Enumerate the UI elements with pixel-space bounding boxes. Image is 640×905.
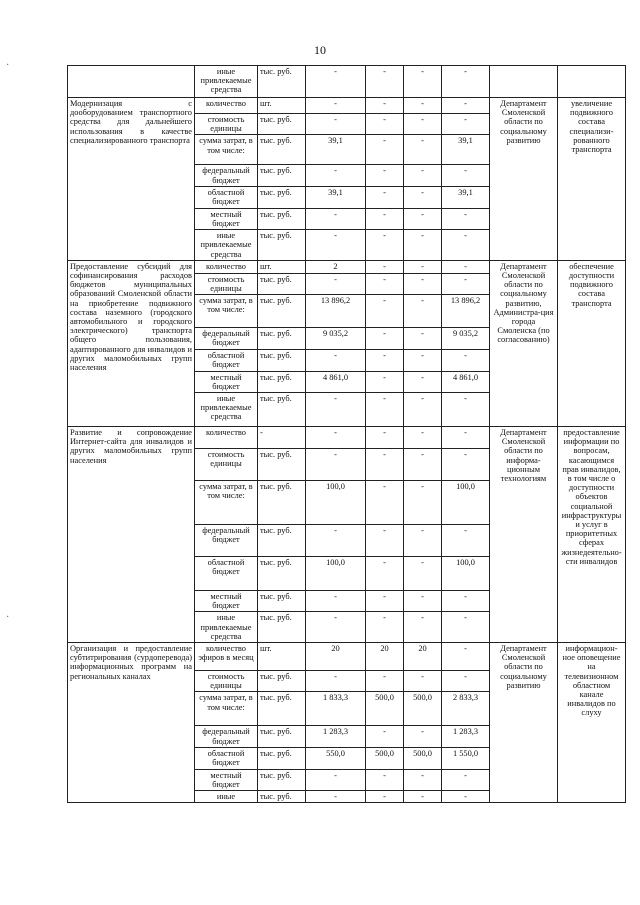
unit-cell: тыс. руб. (258, 449, 306, 481)
table-body (68, 66, 626, 803)
value-total-cell: 4 861,0 (442, 371, 490, 392)
value-year-1-cell: - (306, 350, 366, 371)
executor-cell: Департамент Смоленской области по социальному развитию, Администра-ция города Смоленска (по согласованию) (490, 260, 558, 426)
value-total-cell: - (442, 114, 490, 135)
executor-cell: Департамент Смоленской области по социальному развитию (490, 643, 558, 803)
value-total-cell: - (442, 98, 490, 114)
unit-cell: тыс. руб. (258, 295, 306, 328)
value-total-cell: - (442, 643, 490, 671)
value-year-3-cell: - (404, 186, 442, 208)
value-year-1-cell: - (306, 114, 366, 135)
value-year-1-cell: - (306, 208, 366, 229)
value-year-3-cell: 500,0 (404, 692, 442, 726)
value-year-3-cell: - (404, 273, 442, 294)
unit-cell: тыс. руб. (258, 481, 306, 525)
value-year-3-cell: - (404, 449, 442, 481)
unit-cell: тыс. руб. (258, 230, 306, 261)
value-year-3-cell: - (404, 114, 442, 135)
value-year-1-cell: - (306, 393, 366, 427)
indicator-cell: иные привлекаемые средства (195, 393, 258, 427)
executor-cell (490, 66, 558, 98)
value-year-2-cell: 500,0 (366, 747, 404, 769)
value-year-2-cell: 20 (366, 643, 404, 671)
indicator-cell: стоимость единицы (195, 449, 258, 481)
unit-cell: тыс. руб. (258, 350, 306, 371)
indicator-cell: местный бюджет (195, 591, 258, 612)
unit-cell: тыс. руб. (258, 791, 306, 803)
unit-cell: шт. (258, 98, 306, 114)
indicator-cell: сумма затрат, в том числе: (195, 295, 258, 328)
value-year-3-cell: - (404, 66, 442, 98)
value-year-3-cell: - (404, 350, 442, 371)
value-total-cell: - (442, 165, 490, 186)
value-year-2-cell: - (366, 726, 404, 747)
indicator-cell: федеральный бюджет (195, 328, 258, 350)
value-year-1-cell: - (306, 66, 366, 98)
unit-cell: тыс. руб. (258, 612, 306, 643)
page-number: 10 (314, 43, 326, 57)
value-total-cell: - (442, 393, 490, 427)
value-year-1-cell: 100,0 (306, 481, 366, 525)
indicator-cell: количество эфиров в месяц (195, 643, 258, 671)
value-year-2-cell: - (366, 186, 404, 208)
value-year-2-cell: - (366, 165, 404, 186)
value-year-3-cell: - (404, 591, 442, 612)
value-total-cell: - (442, 525, 490, 557)
unit-cell: шт. (258, 260, 306, 273)
value-year-2-cell: - (366, 557, 404, 591)
value-total-cell: - (442, 591, 490, 612)
unit-cell: тыс. руб. (258, 671, 306, 692)
value-year-2-cell: - (366, 273, 404, 294)
result-cell: предоставление информации по вопросам, касающимся прав инвалидов, в том числе о доступности объектов социальной инфраструктуры и услуг в приоритетных сферах жизнедеятельно-сти инвалидов (558, 427, 626, 643)
table-row (68, 98, 626, 114)
value-year-3-cell: - (404, 671, 442, 692)
value-year-2-cell: 500,0 (366, 692, 404, 726)
unit-cell: тыс. руб. (258, 557, 306, 591)
indicator-cell: областной бюджет (195, 747, 258, 769)
value-year-1-cell: - (306, 427, 366, 449)
executor-cell: Департамент Смоленской области по социальному развитию (490, 98, 558, 261)
value-year-1-cell: 9 035,2 (306, 328, 366, 350)
value-year-1-cell: - (306, 671, 366, 692)
value-year-1-cell: - (306, 273, 366, 294)
value-year-1-cell: 1 283,3 (306, 726, 366, 747)
value-year-2-cell: - (366, 791, 404, 803)
indicator-cell: количество (195, 260, 258, 273)
activity-cell: Модернизация с дооборудованием транспортного средства для дальнейшего использования в качестве специализированного транспорта (68, 98, 195, 261)
value-year-3-cell: - (404, 612, 442, 643)
value-year-1-cell: 1 833,3 (306, 692, 366, 726)
value-year-2-cell: - (366, 525, 404, 557)
value-total-cell: - (442, 427, 490, 449)
value-year-3-cell: - (404, 393, 442, 427)
value-total-cell: - (442, 791, 490, 803)
value-year-1-cell: 20 (306, 643, 366, 671)
value-year-1-cell: - (306, 591, 366, 612)
value-year-3-cell: - (404, 165, 442, 186)
value-year-2-cell: - (366, 612, 404, 643)
value-year-1-cell: 39,1 (306, 186, 366, 208)
unit-cell: тыс. руб. (258, 371, 306, 392)
result-cell: увеличение подвижного состава специализи-рованного транспорта (558, 98, 626, 261)
value-total-cell: 100,0 (442, 481, 490, 525)
table-row (68, 66, 626, 98)
table-row (68, 643, 626, 671)
value-year-2-cell: - (366, 427, 404, 449)
value-year-2-cell: - (366, 114, 404, 135)
executor-cell: Департамент Смоленской области по информа-ционным технологиям (490, 427, 558, 643)
value-year-3-cell: - (404, 328, 442, 350)
value-year-2-cell: - (366, 591, 404, 612)
value-total-cell: - (442, 612, 490, 643)
unit-cell: тыс. руб. (258, 747, 306, 769)
table-row (68, 260, 626, 273)
unit-cell: тыс. руб. (258, 114, 306, 135)
indicator-cell: федеральный бюджет (195, 726, 258, 747)
indicator-cell: местный бюджет (195, 769, 258, 790)
value-total-cell: - (442, 671, 490, 692)
value-year-3-cell: - (404, 260, 442, 273)
scan-mark: · (6, 612, 10, 623)
value-total-cell: - (442, 230, 490, 261)
indicator-cell: иные привлекаемые средства (195, 612, 258, 643)
value-year-3-cell: - (404, 295, 442, 328)
value-year-2-cell: - (366, 260, 404, 273)
value-year-2-cell: - (366, 481, 404, 525)
value-year-3-cell: - (404, 481, 442, 525)
value-total-cell: 1 550,0 (442, 747, 490, 769)
indicator-cell: сумма затрат, в том числе: (195, 692, 258, 726)
value-total-cell: - (442, 350, 490, 371)
value-total-cell: 1 283,3 (442, 726, 490, 747)
value-year-1-cell: 4 861,0 (306, 371, 366, 392)
scan-mark: · (6, 60, 10, 71)
unit-cell: тыс. руб. (258, 692, 306, 726)
value-year-1-cell: 13 896,2 (306, 295, 366, 328)
value-total-cell: 100,0 (442, 557, 490, 591)
value-year-3-cell: - (404, 98, 442, 114)
result-cell (558, 66, 626, 98)
table-row (68, 427, 626, 449)
indicator-cell: иные привлекаемые средства (195, 66, 258, 98)
unit-cell: тыс. руб. (258, 393, 306, 427)
unit-cell: шт. (258, 643, 306, 671)
indicator-cell: областной бюджет (195, 350, 258, 371)
value-year-3-cell: - (404, 557, 442, 591)
activity-cell: Развитие и сопровождение Интернет-сайта для инвалидов и других маломобильных групп населения (68, 427, 195, 643)
value-year-1-cell: 550,0 (306, 747, 366, 769)
indicator-cell: федеральный бюджет (195, 525, 258, 557)
unit-cell: тыс. руб. (258, 186, 306, 208)
indicator-cell: количество (195, 98, 258, 114)
value-year-2-cell: - (366, 230, 404, 261)
value-year-2-cell: - (366, 295, 404, 328)
value-year-3-cell: 500,0 (404, 747, 442, 769)
value-year-2-cell: - (366, 671, 404, 692)
value-total-cell: - (442, 66, 490, 98)
value-year-2-cell: - (366, 769, 404, 790)
value-total-cell: - (442, 449, 490, 481)
value-total-cell: 9 035,2 (442, 328, 490, 350)
unit-cell: тыс. руб. (258, 273, 306, 294)
indicator-cell: областной бюджет (195, 557, 258, 591)
value-year-2-cell: - (366, 350, 404, 371)
indicator-cell: областной бюджет (195, 186, 258, 208)
value-year-3-cell: - (404, 230, 442, 261)
indicator-cell: местный бюджет (195, 208, 258, 229)
value-year-2-cell: - (366, 449, 404, 481)
result-cell: обеспечение доступности подвижного состава транспорта (558, 260, 626, 426)
indicator-cell: стоимость единицы (195, 671, 258, 692)
value-year-3-cell: - (404, 208, 442, 229)
value-year-1-cell: - (306, 791, 366, 803)
value-year-3-cell: - (404, 371, 442, 392)
activity-cell: Организация и предоставление субтитрирования (сурдоперевода) информационных программ на региональных каналах (68, 643, 195, 803)
value-year-3-cell: - (404, 726, 442, 747)
value-year-2-cell: - (366, 98, 404, 114)
value-year-2-cell: - (366, 393, 404, 427)
value-year-1-cell: - (306, 98, 366, 114)
value-year-2-cell: - (366, 135, 404, 165)
value-year-3-cell: - (404, 791, 442, 803)
unit-cell: тыс. руб. (258, 591, 306, 612)
value-year-1-cell: 2 (306, 260, 366, 273)
value-year-3-cell: - (404, 525, 442, 557)
value-total-cell: 39,1 (442, 186, 490, 208)
result-cell: информацион-ное оповещение на телевизионном областном канале инвалидов по слуху (558, 643, 626, 803)
indicator-cell: стоимость единицы (195, 114, 258, 135)
unit-cell: тыс. руб. (258, 135, 306, 165)
value-year-1-cell: - (306, 525, 366, 557)
value-year-1-cell: - (306, 612, 366, 643)
indicator-cell: федеральный бюджет (195, 165, 258, 186)
value-year-3-cell: - (404, 427, 442, 449)
indicator-cell: местный бюджет (195, 371, 258, 392)
unit-cell: тыс. руб. (258, 66, 306, 98)
unit-cell: тыс. руб. (258, 726, 306, 747)
unit-cell: - (258, 427, 306, 449)
value-year-2-cell: - (366, 208, 404, 229)
indicator-cell: стоимость единицы (195, 273, 258, 294)
value-total-cell: 2 833,3 (442, 692, 490, 726)
value-total-cell: 13 896,2 (442, 295, 490, 328)
value-year-1-cell: 100,0 (306, 557, 366, 591)
value-total-cell: - (442, 769, 490, 790)
value-total-cell: - (442, 208, 490, 229)
value-year-3-cell: - (404, 135, 442, 165)
value-total-cell: - (442, 273, 490, 294)
value-total-cell: 39,1 (442, 135, 490, 165)
value-year-1-cell: - (306, 230, 366, 261)
program-activities-table (67, 65, 626, 803)
unit-cell: тыс. руб. (258, 165, 306, 186)
value-total-cell: - (442, 260, 490, 273)
activity-cell (68, 66, 195, 98)
activity-cell: Предоставление субсидий для софинансирования расходов бюджетов муниципальных образований Смоленской области на приобретение подвижного состава наземного (городского автомобильного и городского электрического) транспорта общего пользования, адаптированного для инвалидов и других маломобильных групп населения (68, 260, 195, 426)
value-year-1-cell: - (306, 165, 366, 186)
value-year-3-cell: - (404, 769, 442, 790)
unit-cell: тыс. руб. (258, 208, 306, 229)
unit-cell: тыс. руб. (258, 525, 306, 557)
indicator-cell: сумма затрат, в том числе: (195, 481, 258, 525)
indicator-cell: сумма затрат, в том числе: (195, 135, 258, 165)
value-year-3-cell: 20 (404, 643, 442, 671)
indicator-cell: иные (195, 791, 258, 803)
indicator-cell: иные привлекаемые средства (195, 230, 258, 261)
value-year-1-cell: - (306, 449, 366, 481)
value-year-2-cell: - (366, 66, 404, 98)
unit-cell: тыс. руб. (258, 769, 306, 790)
value-year-2-cell: - (366, 328, 404, 350)
value-year-1-cell: - (306, 769, 366, 790)
unit-cell: тыс. руб. (258, 328, 306, 350)
indicator-cell: количество (195, 427, 258, 449)
value-year-1-cell: 39,1 (306, 135, 366, 165)
value-year-2-cell: - (366, 371, 404, 392)
